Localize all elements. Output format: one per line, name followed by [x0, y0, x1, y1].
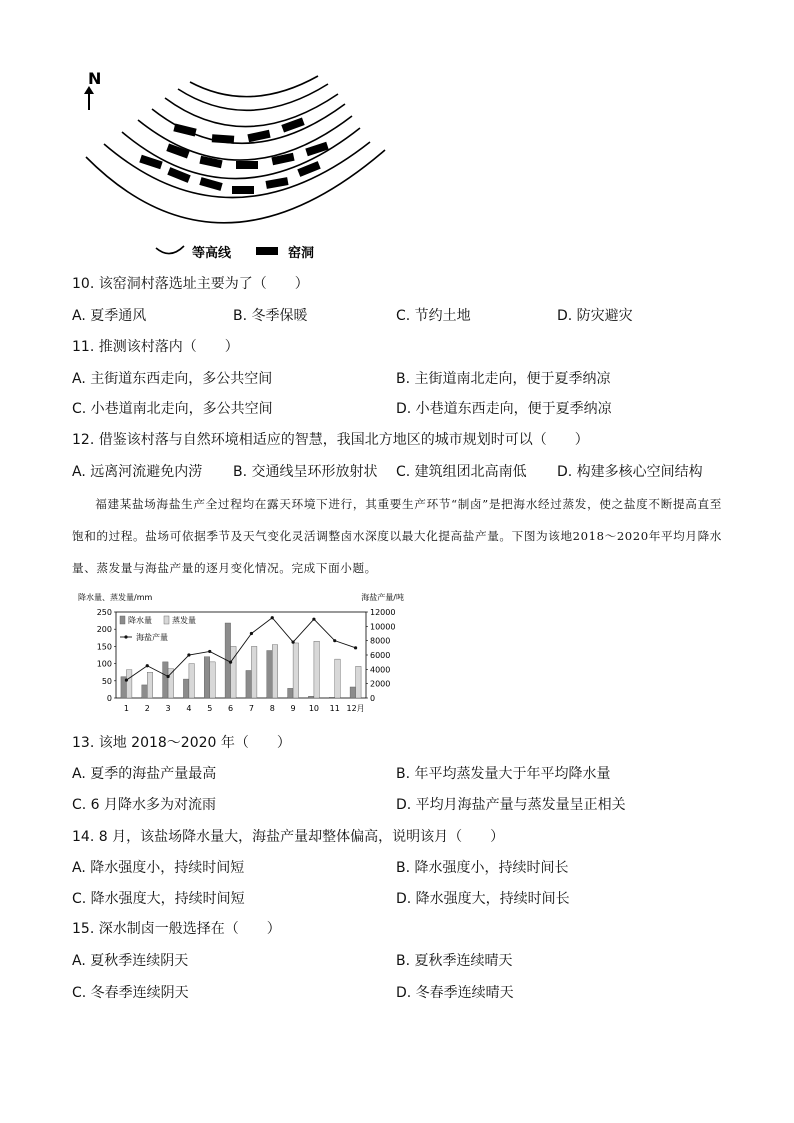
- evaporation-bar: [210, 662, 216, 698]
- q15-option-a[interactable]: A. 夏秋季连续阴天: [72, 953, 189, 969]
- y2-tick-label: 6000: [370, 651, 391, 660]
- q14-option-b[interactable]: B. 降水强度小，持续时间长: [396, 860, 569, 876]
- salt-production-chart: [76, 590, 406, 720]
- salt-production-point: [354, 646, 357, 649]
- q12-option-c[interactable]: C. 建筑组团北高南低: [396, 464, 527, 480]
- map-legend: [156, 245, 314, 261]
- village-contour-map: [70, 62, 400, 272]
- x-tick-label: 11: [329, 704, 340, 713]
- x-tick-label: 7: [248, 704, 254, 713]
- x-tick-label: 12月: [346, 704, 365, 713]
- precipitation-bar: [246, 670, 252, 698]
- precipitation-bar: [350, 687, 356, 698]
- q15-option-d[interactable]: D. 冬春季连续晴天: [396, 985, 514, 1001]
- precipitation-bar: [142, 685, 148, 698]
- evaporation-bar: [126, 670, 132, 698]
- salt-production-point: [312, 618, 315, 621]
- evaporation-bar: [272, 645, 278, 698]
- x-tick-label: 1: [123, 704, 129, 713]
- q14-option-a[interactable]: A. 降水强度小，持续时间短: [72, 860, 245, 876]
- q10-option-b[interactable]: B. 冬季保暖: [233, 308, 308, 324]
- legend-salt-label: 海盐产量: [136, 633, 168, 642]
- passage: [72, 488, 722, 584]
- y-tick-label: 200: [96, 625, 112, 635]
- y-tick-label: 150: [96, 642, 112, 652]
- salt-production-point: [125, 678, 128, 681]
- q10-option-d[interactable]: D. 防灾避灾: [557, 308, 633, 324]
- precipitation-bar: [288, 688, 294, 698]
- evaporation-bar: [293, 643, 299, 698]
- q13-option-d[interactable]: D. 平均月海盐产量与蒸发量呈正相关: [396, 797, 626, 813]
- x-tick-label: 8: [269, 704, 275, 713]
- q11-option-d[interactable]: D. 小巷道东西走向，便于夏季纳凉: [396, 401, 612, 417]
- salt-production-point: [333, 639, 336, 642]
- y2-tick-label: 4000: [370, 665, 391, 675]
- q13-option-b[interactable]: B. 年平均蒸发量大于年平均降水量: [396, 766, 611, 782]
- q14-stem: 14. 8 月，该盐场降水量大，海盐产量却整体偏高，说明该月（ ）: [72, 829, 505, 845]
- x-tick-label: 6: [228, 704, 234, 713]
- salt-production-point: [208, 650, 211, 653]
- q13-option-c[interactable]: C. 6 月降水多为对流雨: [72, 797, 217, 813]
- q11-option-c[interactable]: C. 小巷道南北走向，多公共空间: [72, 401, 273, 417]
- north-arrow-icon: [84, 86, 94, 110]
- q15-option-b[interactable]: B. 夏秋季连续晴天: [396, 953, 513, 969]
- q14-option-d[interactable]: D. 降水强度大，持续时间长: [396, 891, 570, 907]
- evaporation-bar: [356, 666, 362, 698]
- evaporation-bar: [335, 659, 341, 698]
- x-tick-label: 10: [308, 704, 320, 713]
- legend-evaporation-label: 蒸发量: [172, 616, 196, 625]
- x-tick-label: 9: [290, 704, 296, 713]
- salt-production-point: [229, 661, 232, 664]
- q15-stem: 15. 深水制卤一般选择在（ ）: [72, 921, 281, 937]
- cave-dwellings: [139, 117, 328, 194]
- precipitation-bar: [267, 651, 273, 698]
- legend-contour-label: 等高线: [192, 246, 232, 261]
- contour-lines: [86, 76, 385, 223]
- q12-option-d[interactable]: D. 构建多核心空间结构: [557, 464, 703, 480]
- salt-production-line: [126, 618, 355, 680]
- salt-production-point: [250, 632, 253, 635]
- legend-precipitation-label: 降水量: [128, 616, 152, 625]
- y-tick-label: 250: [96, 608, 112, 617]
- q13-stem: 13. 该地 2018～2020 年（ ）: [72, 735, 291, 751]
- salt-production-point: [146, 664, 149, 667]
- precipitation-bar: [329, 697, 335, 698]
- precipitation-bar: [204, 657, 210, 698]
- evaporation-bar: [147, 672, 153, 698]
- q11-stem: 11. 推测该村落内（ ）: [72, 339, 239, 355]
- salt-production-point: [271, 616, 274, 619]
- evaporation-bar: [231, 646, 237, 698]
- q12-stem: 12. 借鉴该村落与自然环境相适应的智慧，我国北方地区的城市规划时可以（ ）: [72, 432, 589, 448]
- y2-tick-label: 8000: [370, 636, 391, 646]
- q10-stem: 10. 该窑洞村落选址主要为了（ ）: [72, 276, 309, 292]
- y-axis-label: 降水量、蒸发量/mm: [78, 593, 153, 602]
- passage-text: 福建某盐场海盐生产全过程均在露天环境下进行，其重要生产环节“制卤”是把海水经过蒸发，使之盐度不断提高直至饱和的过程。盐场可依据季节及天气变化灵活调整卤水深度以最大化提高盐产量。下图为该地2018～2020年平均月降水量、蒸发量与海盐产量的逐月变化情况。完成下面小题。: [72, 497, 722, 575]
- y-tick-label: 0: [106, 694, 112, 703]
- evaporation-bar: [189, 664, 195, 698]
- north-label: N: [88, 69, 102, 88]
- evaporation-bar: [251, 646, 257, 698]
- q12-option-a[interactable]: A. 远离河流避免内涝: [72, 464, 203, 480]
- precipitation-bar: [163, 662, 169, 698]
- y2-tick-label: 0: [370, 694, 376, 703]
- cave-legend-icon: [256, 247, 278, 255]
- q15-option-c[interactable]: C. 冬春季连续阴天: [72, 985, 189, 1001]
- y2-tick-label: 12000: [370, 608, 396, 617]
- q11-option-a[interactable]: A. 主街道东西走向，多公共空间: [72, 371, 273, 387]
- salt-production-point: [291, 641, 294, 644]
- precipitation-bar: [308, 696, 314, 698]
- legend-evaporation-swatch: [164, 616, 169, 624]
- q14-option-c[interactable]: C. 降水强度大，持续时间短: [72, 891, 245, 907]
- x-tick-label: 4: [186, 704, 192, 713]
- y2-tick-label: 10000: [370, 622, 396, 632]
- y2-axis-label: 海盐产量/吨: [361, 593, 404, 602]
- q11-option-b[interactable]: B. 主街道南北走向，便于夏季纳凉: [396, 371, 611, 387]
- q10-option-a[interactable]: A. 夏季通风: [72, 308, 147, 324]
- evaporation-bar: [314, 641, 320, 698]
- x-tick-label: 2: [144, 704, 150, 713]
- x-tick-label: 3: [165, 704, 171, 713]
- x-tick-label: 5: [207, 704, 213, 713]
- legend-cave-label: 窑洞: [288, 246, 315, 261]
- precipitation-bar: [183, 679, 189, 698]
- q13-option-a[interactable]: A. 夏季的海盐产量最高: [72, 766, 217, 782]
- salt-production-point: [187, 653, 190, 656]
- salt-production-point: [166, 675, 169, 678]
- plot-frame: [116, 612, 366, 698]
- legend-salt-marker: [124, 635, 127, 638]
- y2-tick-label: 2000: [370, 679, 391, 689]
- y-tick-label: 50: [101, 676, 112, 686]
- legend-precipitation-swatch: [120, 616, 125, 624]
- contour-legend-icon: [156, 246, 184, 254]
- q12-option-b[interactable]: B. 交通线呈环形放射状: [233, 464, 378, 480]
- q10-option-c[interactable]: C. 节约土地: [396, 308, 471, 324]
- y-tick-label: 100: [96, 659, 112, 669]
